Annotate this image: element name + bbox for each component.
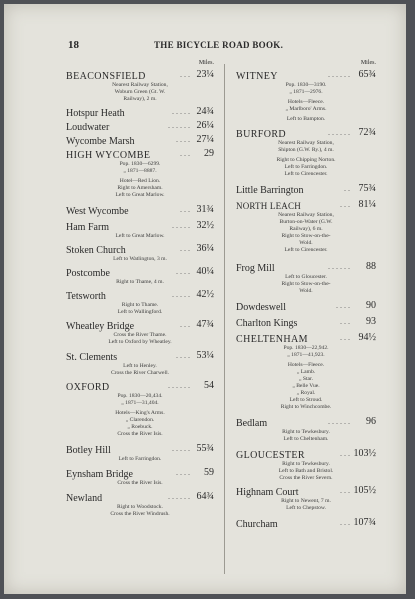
- place-row: [66, 105, 214, 119]
- place-row: [66, 466, 214, 480]
- route-note: Burton-on-Water (G.W.: [279, 219, 333, 225]
- leader-dots: . . .: [340, 486, 350, 495]
- place-row: [236, 415, 376, 429]
- route-note: Pop. 1830—3190.: [285, 82, 327, 88]
- place-row: [236, 516, 376, 530]
- place-name: Bedlam: [236, 418, 268, 429]
- route-note: Pop. 1830—22,942.: [283, 345, 329, 351]
- route-entry: [236, 315, 376, 329]
- route-entry: [236, 299, 376, 313]
- route-entry: [236, 126, 376, 178]
- route-entry: [236, 198, 376, 254]
- place-miles: 107¾: [353, 517, 376, 528]
- route-note: Nearest Railway Station,: [278, 212, 334, 218]
- place-name: OXFORD: [66, 382, 110, 393]
- place-name: BEACONSFIELD: [66, 71, 146, 82]
- leader-dots: . . . . . .: [168, 492, 190, 501]
- route-note: Nearest Railway Station,: [112, 82, 168, 88]
- place-name: Ham Farm: [66, 222, 110, 233]
- route-note: Right to Thame.: [121, 302, 159, 308]
- place-name: GLOUCESTER: [236, 450, 305, 461]
- route-entry: [66, 105, 214, 119]
- miles-label: Miles.: [360, 60, 376, 66]
- route-note: Left to Watlington, 3 m.: [113, 256, 167, 262]
- place-row: [236, 198, 376, 212]
- leader-dots: . . . . .: [172, 444, 190, 453]
- route-entry: [236, 68, 376, 123]
- place-name: Newland: [66, 493, 103, 504]
- place-name: HIGH WYCOMBE: [66, 150, 151, 161]
- place-row: [66, 349, 214, 363]
- leader-dots: . . . . .: [172, 290, 190, 299]
- place-miles: 105½: [353, 485, 376, 496]
- place-row: [66, 203, 214, 217]
- route-entry: [66, 242, 214, 263]
- running-title: THE BICYCLE ROAD BOOK.: [154, 40, 284, 50]
- route-entry: [236, 516, 376, 530]
- place-miles: 103½: [353, 448, 376, 459]
- place-miles: 93: [366, 316, 376, 327]
- place-miles: 26¼: [196, 120, 214, 131]
- route-note: Pop. 1830—20,434.: [117, 393, 163, 399]
- route-entry: [66, 466, 214, 487]
- place-name: Highnam Court: [236, 487, 299, 498]
- place-name: Dowdeswell: [236, 302, 286, 313]
- leader-dots: . . .: [340, 200, 350, 209]
- route-note: Wold.: [299, 288, 313, 294]
- place-row: [66, 288, 214, 302]
- route-note: Right to Newent, 7 m.: [281, 498, 331, 504]
- route-entry: [236, 415, 376, 443]
- route-note: Railway), 2 m.: [123, 96, 157, 102]
- place-row: [66, 265, 214, 279]
- place-name: Little Barrington: [236, 185, 304, 196]
- route-entry: [66, 442, 214, 463]
- route-note: Left to Farringdon.: [118, 456, 162, 462]
- place-row: [236, 260, 376, 274]
- route-entry: [236, 447, 376, 482]
- leader-dots: . . . .: [176, 135, 190, 144]
- place-name: Postcombe: [66, 268, 110, 279]
- route-note: Left to Cirencester.: [284, 171, 328, 177]
- route-note: „ Roebuck.: [127, 424, 153, 430]
- route-note: Hotels—Fleece.: [287, 362, 325, 368]
- place-name: Tetsworth: [66, 291, 106, 302]
- place-name: St. Clements: [66, 352, 118, 363]
- route-entry: [66, 203, 214, 217]
- route-note: Right to Stow-on-the-: [281, 281, 331, 287]
- place-row: [236, 484, 376, 498]
- route-note: Right to Woodstock.: [117, 504, 163, 510]
- route-note: „ 1871—8887.: [123, 168, 157, 174]
- route-note: Nearest Railway Station,: [278, 140, 334, 146]
- route-note: Cross the River Severn.: [279, 475, 333, 481]
- route-note: Right to Winchcombe.: [280, 404, 332, 410]
- place-miles: 59: [204, 467, 214, 478]
- place-row: [66, 68, 214, 82]
- place-row: [66, 219, 214, 233]
- route-entry: [66, 119, 214, 133]
- place-row: [66, 242, 214, 256]
- place-row: [66, 318, 214, 332]
- place-miles: 94½: [358, 332, 376, 343]
- route-entry: [236, 260, 376, 295]
- place-row: [236, 447, 376, 461]
- route-entry: [236, 182, 376, 196]
- place-miles: 55¾: [196, 443, 214, 454]
- route-note: „ Star.: [299, 376, 313, 382]
- leader-dots: . . . . . .: [328, 417, 350, 426]
- place-row: [236, 126, 376, 140]
- route-note: Left to Gloucester.: [285, 274, 327, 280]
- place-name: BURFORD: [236, 129, 287, 140]
- place-name: Churcham: [236, 519, 278, 530]
- route-note: Right to Tewkesbury.: [282, 429, 330, 435]
- place-name: Frog Mill: [236, 263, 275, 274]
- leader-dots: . . .: [180, 205, 190, 214]
- place-row: [236, 331, 376, 345]
- place-miles: 65¾: [358, 69, 376, 80]
- page-number: 18: [68, 39, 79, 51]
- place-name: NORTH LEACH: [236, 201, 301, 211]
- left-column: [66, 60, 214, 518]
- place-miles: 64¾: [196, 491, 214, 502]
- place-name: Loudwater: [66, 122, 110, 133]
- place-row: [236, 68, 376, 82]
- place-miles: 88: [366, 261, 376, 272]
- place-name: Charlton Kings: [236, 318, 298, 329]
- route-note: Cross the River Charwell.: [110, 370, 170, 376]
- route-entry: [66, 288, 214, 316]
- route-entry: [66, 133, 214, 147]
- place-row: [66, 147, 214, 161]
- place-name: Wycombe Marsh: [66, 136, 135, 147]
- leader-dots: . . . .: [176, 267, 190, 276]
- place-name: WITNEY: [236, 71, 278, 82]
- place-miles: 23¼: [196, 69, 214, 80]
- route-entry: [66, 265, 214, 286]
- route-note: Left to Cirencester.: [284, 247, 328, 253]
- book-page: [4, 4, 406, 594]
- route-note: Left to Cheltenham.: [283, 436, 329, 442]
- route-note: Cross the River Isis.: [117, 480, 163, 486]
- route-note: Pop. 1830—6299.: [119, 161, 161, 167]
- leader-dots: . . .: [180, 320, 190, 329]
- place-miles: 47¾: [196, 319, 214, 330]
- place-miles: 53¼: [196, 350, 214, 361]
- route-note: Wold.: [299, 240, 313, 246]
- route-note: „ Belle Vue.: [292, 383, 320, 389]
- leader-dots: . . . . . .: [328, 70, 350, 79]
- leader-dots: . . .: [180, 149, 190, 158]
- route-entry: [66, 490, 214, 518]
- route-note: Shipton (G.W. Ry.), 4 m.: [278, 147, 334, 153]
- route-entry: [236, 484, 376, 512]
- place-miles: 72¾: [358, 127, 376, 138]
- route-entry: [66, 349, 214, 377]
- place-row: [66, 133, 214, 147]
- leader-dots: . .: [344, 184, 350, 193]
- route-note: Cross the River Windrush.: [110, 511, 170, 517]
- route-note: Left to Stroud.: [289, 397, 323, 403]
- route-note: Left to Chepstow.: [286, 505, 326, 511]
- route-entry: [66, 147, 214, 199]
- place-miles: 24¾: [196, 106, 214, 117]
- place-row: [66, 490, 214, 504]
- route-entry: [66, 68, 214, 103]
- place-row: [66, 119, 214, 133]
- route-entry: [66, 379, 214, 438]
- route-note: „ Royal.: [296, 390, 316, 396]
- route-note: Left to Great Marlow.: [115, 233, 165, 239]
- place-miles: 81¼: [358, 199, 376, 210]
- route-note: „ 1871—31,404.: [121, 400, 159, 406]
- place-name: Hotspur Heath: [66, 108, 125, 119]
- route-note: „ Marlboro' Arms.: [285, 106, 327, 112]
- route-note: Hotels—Fleece.: [287, 99, 325, 105]
- right-column: [236, 60, 376, 530]
- place-miles: 40¼: [196, 266, 214, 277]
- place-row: [236, 315, 376, 329]
- place-miles: 54: [204, 380, 214, 391]
- place-miles: 75¾: [358, 183, 376, 194]
- place-miles: 36¼: [196, 243, 214, 254]
- route-note: Right to Amersham.: [117, 185, 163, 191]
- place-name: West Wycombe: [66, 206, 129, 217]
- route-note: Cross the River Thame.: [113, 332, 167, 338]
- route-note: „ Clarendon.: [125, 417, 155, 423]
- route-note: Right to Chipping Norton.: [276, 157, 336, 163]
- leader-dots: . . . . . .: [168, 381, 190, 390]
- route-note: Hotel—Red Lion.: [119, 178, 161, 184]
- route-note: Right to Stow-on-the-: [281, 233, 331, 239]
- place-name: Eynsham Bridge: [66, 469, 133, 480]
- place-name: CHELTENHAM: [236, 334, 308, 345]
- place-miles: 42½: [196, 289, 214, 300]
- place-name: Wheatley Bridge: [66, 321, 135, 332]
- leader-dots: . . .: [180, 70, 190, 79]
- leader-dots: . . .: [340, 317, 350, 326]
- place-row: [66, 379, 214, 393]
- place-row: [236, 182, 376, 196]
- route-note: „ 1871—41,923.: [287, 352, 325, 358]
- place-miles: 29: [204, 148, 214, 159]
- route-entry: [66, 219, 214, 240]
- route-note: Left to Bampton.: [286, 116, 326, 122]
- leader-dots: . . . . .: [172, 221, 190, 230]
- route-note: Left to Wallingford.: [117, 309, 163, 315]
- route-note: Hotels—King's Arms.: [115, 410, 165, 416]
- route-note: „ 1871—2976.: [289, 89, 323, 95]
- place-row: [236, 299, 376, 313]
- route-note: Left to Bath and Bristol.: [278, 468, 334, 474]
- route-note: Cross the River Isis.: [117, 431, 163, 437]
- place-miles: 90: [366, 300, 376, 311]
- leader-dots: . . .: [340, 449, 350, 458]
- leader-dots: . . . .: [336, 301, 350, 310]
- route-note: Woburn Green (Gt. W.: [114, 89, 166, 95]
- leader-dots: . . . . . .: [328, 128, 350, 137]
- miles-label: Miles.: [198, 60, 214, 66]
- route-entry: [66, 318, 214, 346]
- route-note: Right to Tewkesbury.: [282, 461, 330, 467]
- route-note: „ Lamb.: [296, 369, 316, 375]
- column-divider: [224, 64, 225, 574]
- route-entry: [236, 331, 376, 411]
- route-note: Left to Henley.: [123, 363, 157, 369]
- place-miles: 31¾: [196, 204, 214, 215]
- place-row: [66, 442, 214, 456]
- place-miles: 27¼: [196, 134, 214, 145]
- leader-dots: . . . . . .: [168, 121, 190, 130]
- leader-dots: . . .: [340, 518, 350, 527]
- route-note: Left to Oxford by Wheatley.: [108, 339, 172, 345]
- leader-dots: . . . .: [176, 351, 190, 360]
- place-name: Botley Hill: [66, 445, 111, 456]
- route-note: Railway), 6 m.: [289, 226, 323, 232]
- leader-dots: . . . . . .: [328, 262, 350, 271]
- place-miles: 96: [366, 416, 376, 427]
- place-miles: 32½: [196, 220, 214, 231]
- leader-dots: . . .: [180, 244, 190, 253]
- route-note: Right to Thame, 4 m.: [116, 279, 164, 285]
- leader-dots: . . .: [340, 333, 350, 342]
- place-name: Stoken Church: [66, 245, 126, 256]
- leader-dots: . . . . .: [172, 107, 190, 116]
- leader-dots: . . . .: [176, 468, 190, 477]
- route-note: Left to Great Marlow.: [115, 192, 165, 198]
- route-note: Left to Farringdon.: [284, 164, 328, 170]
